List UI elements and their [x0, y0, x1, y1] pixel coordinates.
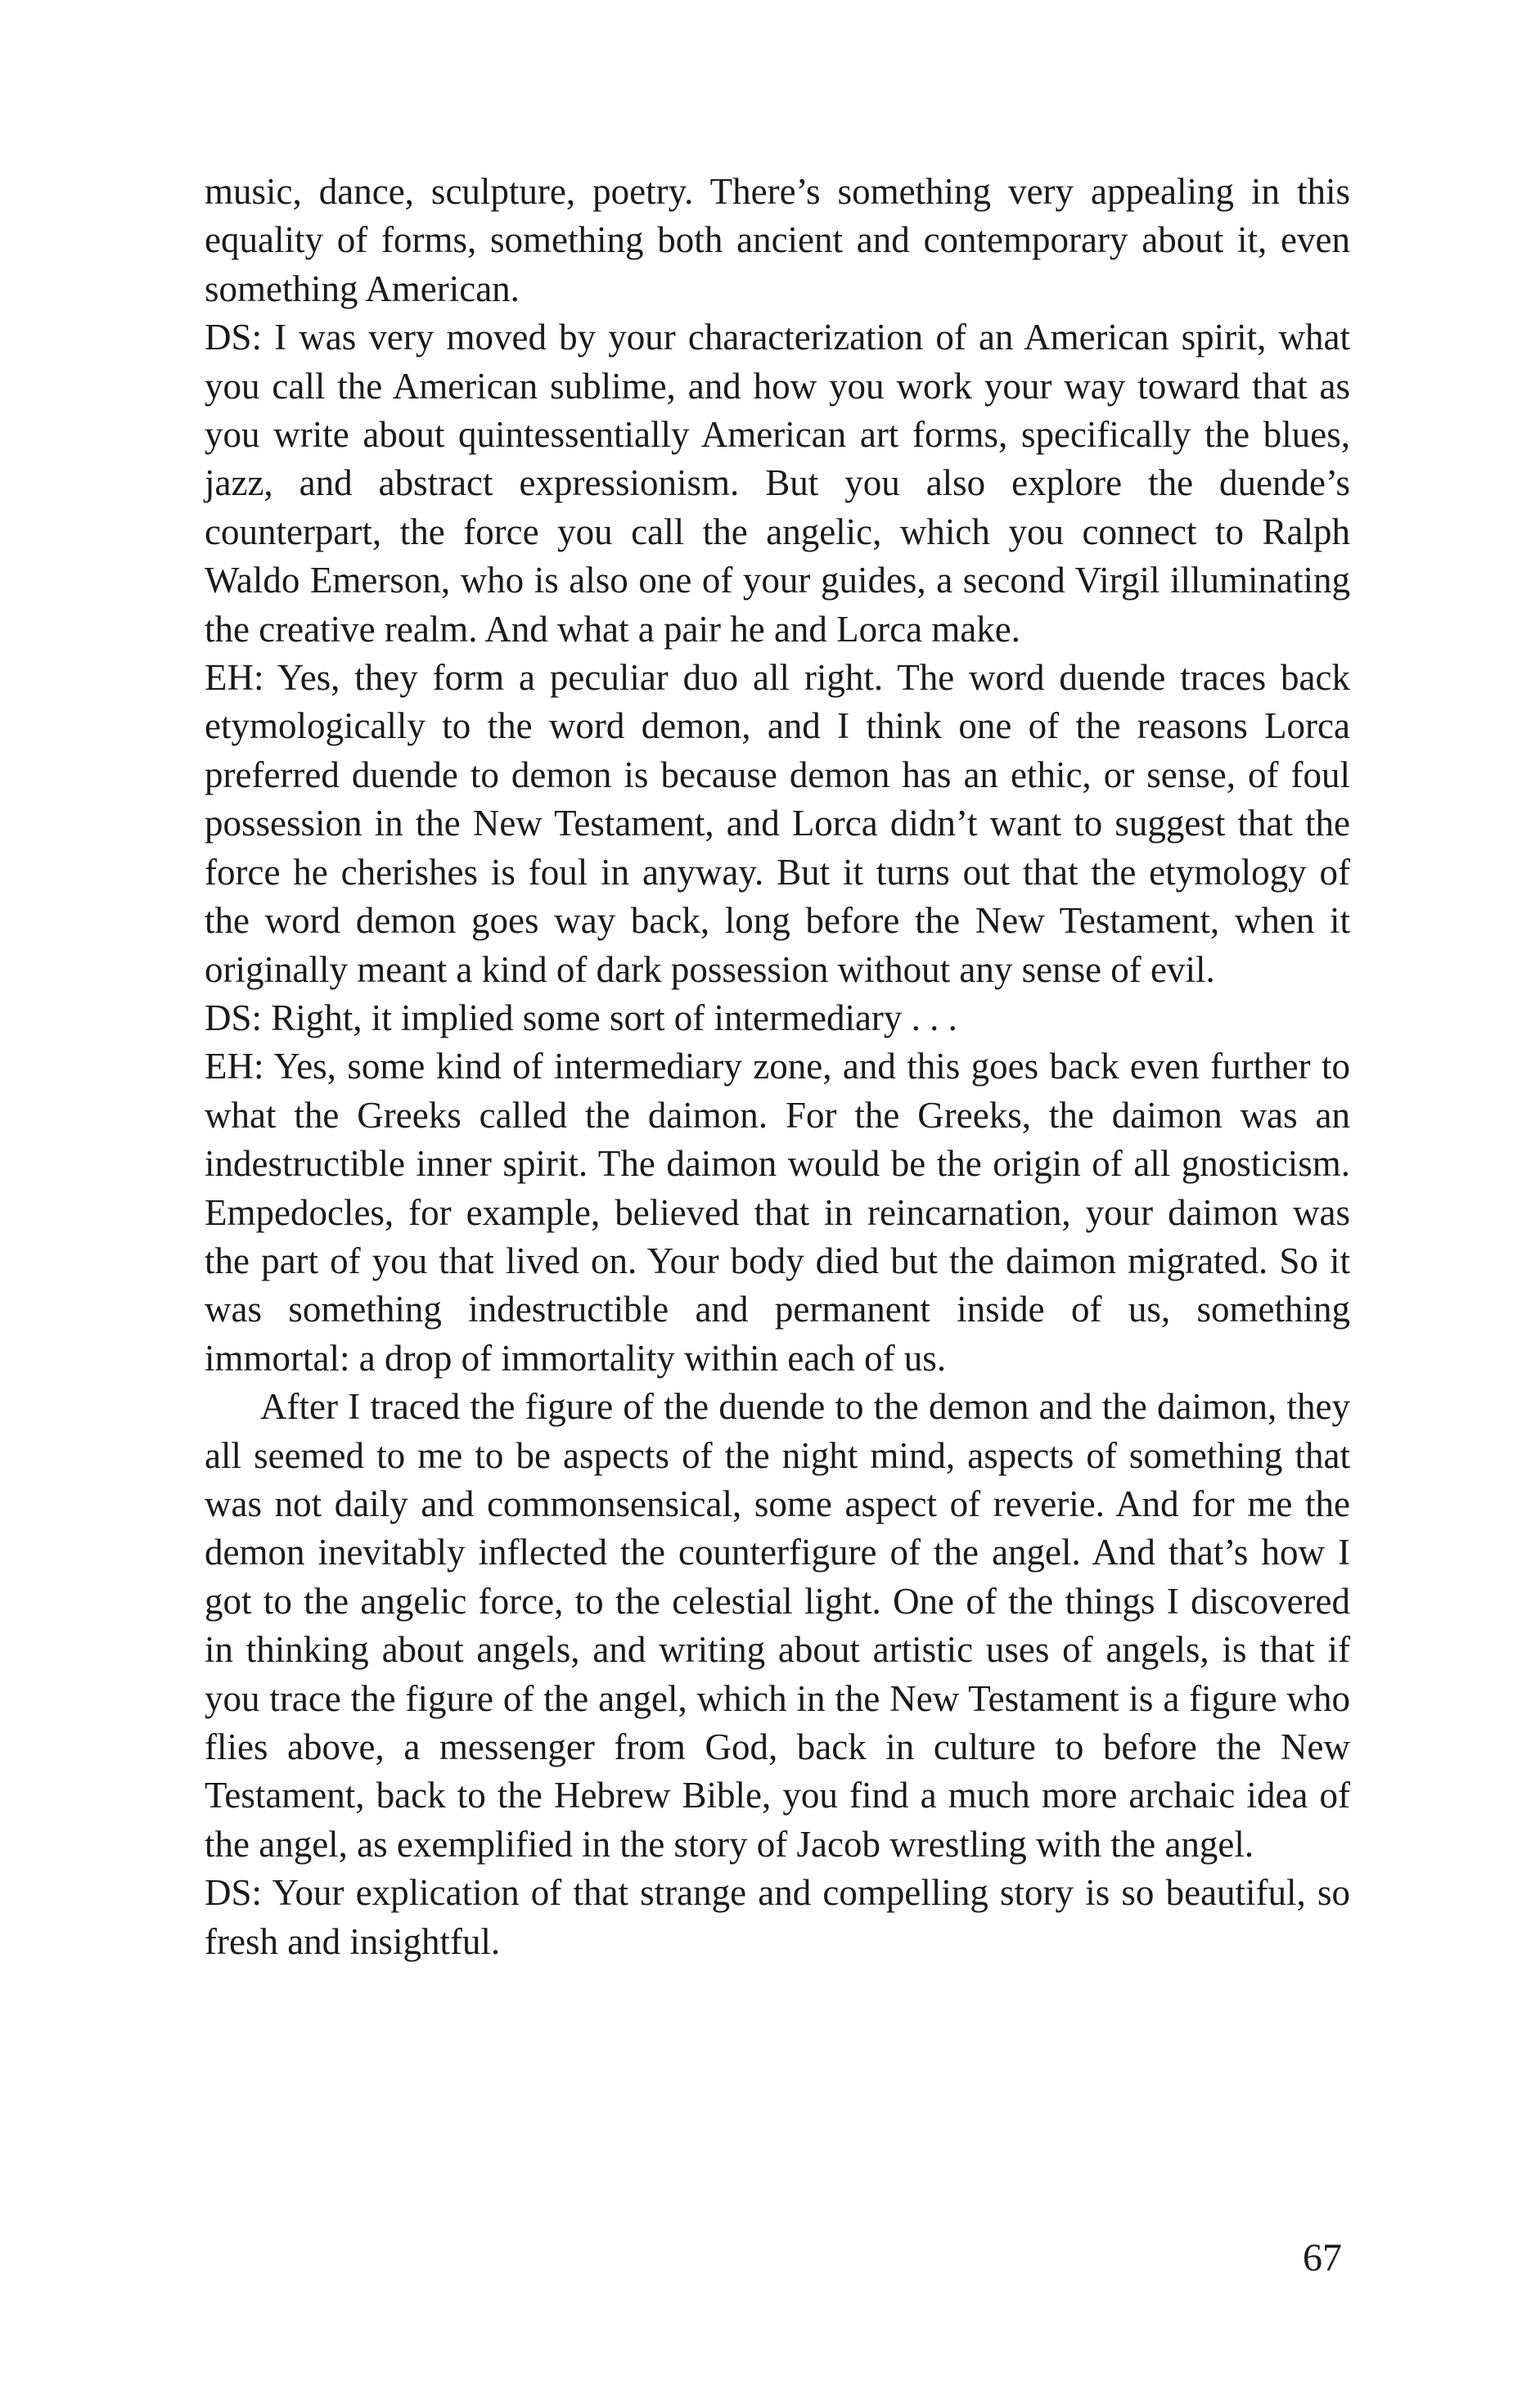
paragraph-eh-duende-etymology: EH: Yes, they form a peculiar duo all right. The word duende traces back etymologically to the word demon, and I think one of the reasons Lorca preferred duende to demon is because demon has an ethic, or sense, of foul possession in the New Testament, and Lorca didn’t want to suggest that the force he cherishes is foul in anyway. But it turns out that the etymology of the word demon goes way back, long before the New Testament, when it originally meant a kind of dark possession without any sense of evil.: [205, 657, 1350, 990]
paragraph-ds-american-sublime: DS: I was very moved by your characterization of an American spirit, what you call the American sublime, and how you work your way toward that as you write about quintessentially American art forms, specifically the blues, jazz, and abstract expressionism. But you also explore the duende’s counterpart, the force you call the angelic, which you connect to Ralph Waldo Emerson, who is also one of your guides, a second Virgil illuminating the creative realm. And what a pair he and Lorca make.: [205, 317, 1350, 650]
paragraph-ds-intermediary: DS: Right, it implied some sort of intermediary . . .: [205, 997, 957, 1038]
page-number: 67: [1303, 2236, 1342, 2280]
body-text: [205, 168, 1350, 1966]
paragraph-eh-angel: After I traced the figure of the duende to the demon and the daimon, they all seemed to me to be aspects of the night mind, aspects of something that was not daily and commonsensical, some aspect of reverie. And for me the demon inevitably inflected the counterfigure of the angel. And that’s how I got to the angelic force, to the celestial light. One of the things I discovered in thinking about angels, and writing about artistic uses of angels, is that if you trace the figure of the angel, which in the New Testament is a figure who flies above, a messenger from God, back in culture to before the New Testament, back to the Hebrew Bible, you find a much more archaic idea of the angel, as exemplified in the story of Jacob wrestling with the angel.: [205, 1386, 1350, 1865]
paragraph-eh-daimon: EH: Yes, some kind of intermediary zone, and this goes back even further to what the Greeks called the daimon. For the Greeks, the daimon was an indestructible inner spirit. The daimon would be the origin of all gnosticism. Empedocles, for example, believed that in reincarnation, your daimon was the part of you that lived on. Your body died but the daimon migrated. So it was something indestructible and permanent inside of us, something immortal: a drop of immortality within each of us.: [205, 1046, 1350, 1379]
paragraph-ds-explication: DS: Your explication of that strange and compelling story is so beautiful, so fresh and insightful.: [205, 1872, 1350, 1962]
paragraph-continuation: music, dance, sculpture, poetry. There’s something very appealing in this equality of forms, something both ancient and contemporary about it, even something American.: [205, 171, 1350, 309]
